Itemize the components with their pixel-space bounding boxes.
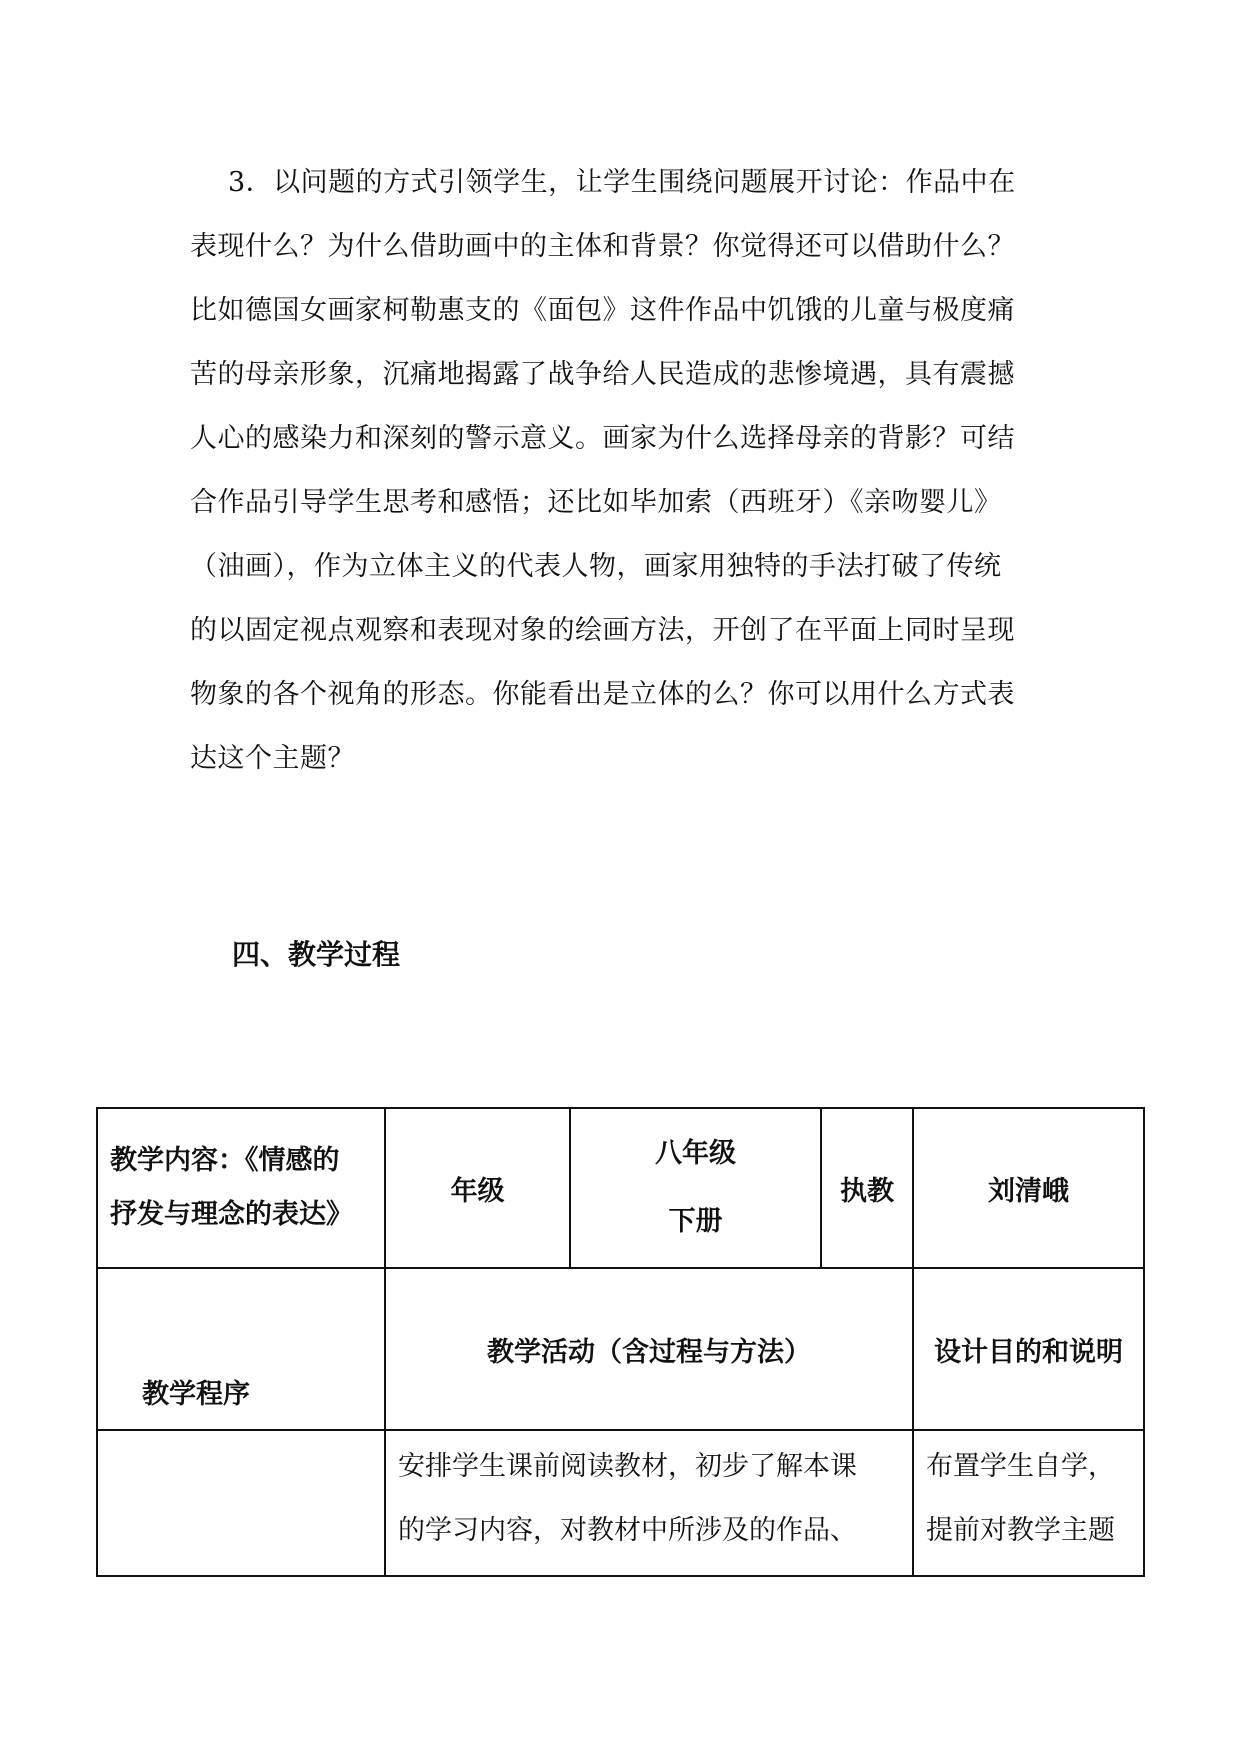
table-row: [97, 1268, 1144, 1430]
purpose-line: 提前对教学主题: [926, 1515, 1115, 1546]
activity-cell: [385, 1430, 913, 1576]
grade-value-cell: [570, 1108, 821, 1268]
teacher-label-cell: 执教: [821, 1108, 913, 1268]
lesson-content-line: 教学内容：《情感的: [110, 1145, 340, 1176]
paragraph-line: 的以固定视点观察和表现对象的绘画方法，开创了在平面上同时呈现: [190, 615, 1015, 646]
grade-value-line: 八年级: [655, 1138, 736, 1169]
activity-line: 安排学生课前阅读教材，初步了解本课: [398, 1451, 857, 1482]
table-row: [97, 1108, 1144, 1268]
paragraph-line: 3．以问题的方式引领学生，让学生围绕问题展开讨论：作品中在: [228, 167, 1016, 198]
section-heading: 四、教学过程: [232, 938, 401, 971]
lesson-plan-table: [96, 1107, 1145, 1577]
procedure-header-text: 教学程序: [142, 1379, 250, 1410]
paragraph-line: 表现什么？为什么借助画中的主体和背景？你觉得还可以借助什么？: [190, 231, 1015, 262]
procedure-header-cell: [97, 1268, 385, 1430]
lesson-content-cell: [97, 1108, 385, 1268]
paragraph-line: 合作品引导学生思考和感悟；还比如毕加索（西班牙）《亲吻婴儿》: [190, 487, 1002, 518]
paragraph-line: 比如德国女画家柯勒惠支的《面包》这件作品中饥饿的儿童与极度痛: [190, 295, 1015, 326]
activity-line: 的学习内容，对教材中所涉及的作品、: [398, 1515, 857, 1546]
purpose-cell: [913, 1430, 1144, 1576]
lesson-content-line: 抒发与理念的表达》: [110, 1199, 353, 1230]
purpose-header-cell: 设计目的和说明: [913, 1268, 1144, 1430]
purpose-line: 布置学生自学，: [926, 1451, 1115, 1482]
procedure-cell: [97, 1430, 385, 1576]
body-paragraph: [190, 155, 1060, 795]
paragraph-line: （油画），作为立体主义的代表人物，画家用独特的手法打破了传统: [190, 551, 1002, 582]
paragraph-line: 物象的各个视角的形态。你能看出是立体的么？你可以用什么方式表: [190, 679, 1015, 710]
teacher-name-cell: 刘清峨: [913, 1108, 1144, 1268]
paragraph-line: 人心的感染力和深刻的警示意义。画家为什么选择母亲的背影？可结: [190, 423, 1015, 454]
grade-label-cell: 年级: [385, 1108, 570, 1268]
paragraph-line: 苦的母亲形象，沉痛地揭露了战争给人民造成的悲惨境遇，具有震撼: [190, 359, 1015, 390]
paragraph-line: 达这个主题？: [190, 743, 355, 774]
activity-header-cell: 教学活动（含过程与方法）: [385, 1268, 913, 1430]
table-row: [97, 1430, 1144, 1576]
grade-value-line: 下册: [668, 1206, 723, 1237]
